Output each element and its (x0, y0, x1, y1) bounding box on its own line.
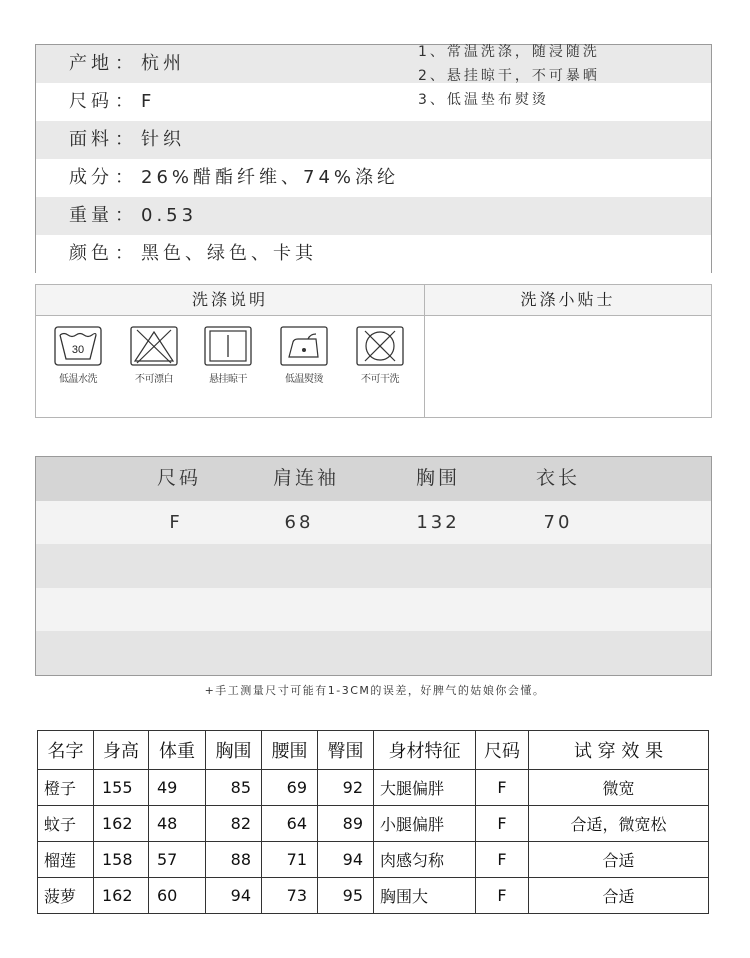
tryon-cell: 大腿偏胖 (374, 770, 476, 806)
tryon-row (38, 878, 709, 914)
tryon-cell: 合适 (529, 878, 709, 914)
info-separator: ： (115, 129, 137, 150)
tryon-header-cell: 身材特征 (374, 731, 476, 770)
tryon-cell: 榴莲 (38, 842, 94, 878)
tryon-cell: 88 (206, 842, 262, 878)
symbol-caption: 悬挂晾干 (209, 374, 247, 385)
symbol-caption: 低温熨烫 (285, 374, 323, 385)
size-header-cell: 衣长 (535, 467, 581, 489)
info-label: 重量 (69, 205, 113, 226)
symbol-no-dry-clean (344, 326, 416, 385)
info-label: 产地 (69, 53, 113, 74)
tryon-cell: 73 (262, 878, 318, 914)
info-row-weight (36, 197, 711, 235)
tip-item: 1、常温洗涤，随浸随洗 (418, 44, 600, 60)
washing-panel (35, 284, 712, 418)
tryon-cell: 微宽 (529, 770, 709, 806)
tryon-table (37, 730, 709, 914)
tryon-cell: F (476, 806, 529, 842)
tryon-cell: 49 (149, 770, 206, 806)
info-row-color (36, 235, 711, 273)
tryon-cell: 69 (262, 770, 318, 806)
symbol-caption: 不可干洗 (361, 374, 399, 385)
info-row-composition (36, 159, 711, 197)
tryon-cell: 蚊子 (38, 806, 94, 842)
tryon-cell: 92 (318, 770, 374, 806)
size-header-cell: 肩连袖 (272, 467, 340, 489)
tryon-cell: 57 (149, 842, 206, 878)
tryon-header-cell: 胸围 (206, 731, 262, 770)
size-cell: 132 (416, 511, 460, 533)
tryon-cell: 95 (318, 878, 374, 914)
no-bleach-icon (130, 326, 178, 366)
info-separator: ： (115, 167, 137, 188)
symbol-hang-dry (192, 326, 264, 385)
tryon-row (38, 842, 709, 878)
info-label: 颜色 (69, 243, 113, 264)
washing-symbols (36, 316, 425, 417)
tips-title: 洗涤小贴士 (425, 285, 711, 316)
info-value: 0.53 (141, 205, 198, 226)
info-row-fabric (36, 121, 711, 159)
info-label: 面料 (69, 129, 113, 150)
hang-dry-icon (204, 326, 252, 366)
tryon-cell: 89 (318, 806, 374, 842)
washing-title: 洗涤说明 (36, 285, 425, 316)
info-separator: ： (115, 205, 137, 226)
tryon-cell: 合适，微宽松 (529, 806, 709, 842)
tryon-cell: 82 (206, 806, 262, 842)
symbol-low-iron (268, 326, 340, 385)
tryon-cell: 162 (94, 806, 149, 842)
tryon-cell: 胸围大 (374, 878, 476, 914)
tryon-cell: 橙子 (38, 770, 94, 806)
tryon-cell: 48 (149, 806, 206, 842)
tryon-cell: 71 (262, 842, 318, 878)
tip-item: 3、低温垫布熨烫 (418, 92, 549, 108)
tryon-cell: 162 (94, 878, 149, 914)
symbol-caption: 低温水洗 (59, 374, 97, 385)
no-dry-clean-icon (356, 326, 404, 366)
size-cell: 68 (284, 511, 314, 533)
tryon-cell: 158 (94, 842, 149, 878)
tryon-cell: 94 (318, 842, 374, 878)
tryon-header-cell: 试 穿 效 果 (529, 731, 709, 770)
size-header-cell: 胸围 (415, 467, 461, 489)
tryon-cell: 菠萝 (38, 878, 94, 914)
tryon-cell: 155 (94, 770, 149, 806)
size-empty-row (36, 588, 711, 632)
tryon-row (38, 770, 709, 806)
tryon-row (38, 806, 709, 842)
tryon-cell: F (476, 770, 529, 806)
tryon-header-cell: 身高 (94, 731, 149, 770)
tryon-cell: F (476, 842, 529, 878)
info-separator: ： (115, 91, 137, 112)
wash-temp-number: 30 (71, 344, 85, 356)
size-data-row (36, 501, 711, 545)
tryon-header-cell: 臀围 (318, 731, 374, 770)
tryon-cell: 合适 (529, 842, 709, 878)
info-label: 成分 (69, 167, 113, 188)
tryon-cell: 小腿偏胖 (374, 806, 476, 842)
tryon-cell: F (476, 878, 529, 914)
tryon-cell: 60 (149, 878, 206, 914)
symbol-caption: 不可漂白 (135, 374, 173, 385)
size-header-cell: 尺码 (156, 467, 202, 489)
info-value: 杭州 (141, 53, 185, 74)
tryon-cell: 94 (206, 878, 262, 914)
measurement-note: +手工测量尺寸可能有1-3CM的误差，好脾气的姑娘你会懂。 (204, 684, 546, 697)
low-iron-icon (280, 326, 328, 366)
tryon-header-cell: 名字 (38, 731, 94, 770)
tip-item: 2、悬挂晾干，不可暴晒 (418, 68, 600, 84)
wash-tub-30-icon (54, 326, 102, 366)
info-separator: ： (115, 243, 137, 264)
washing-tips (418, 40, 688, 112)
info-label: 尺码 (69, 91, 113, 112)
tryon-cell: 85 (206, 770, 262, 806)
tryon-header-cell: 尺码 (476, 731, 529, 770)
symbol-low-temp-wash (42, 326, 114, 385)
info-value: 26%醋酯纤维、74%涤纶 (141, 167, 400, 188)
size-empty-row (36, 544, 711, 588)
info-value: 针织 (141, 129, 185, 150)
size-cell: 70 (543, 511, 573, 533)
symbol-no-bleach (118, 326, 190, 385)
size-table (35, 456, 712, 676)
size-header-row (36, 457, 711, 501)
tryon-header-row (38, 731, 709, 770)
tryon-header-cell: 体重 (149, 731, 206, 770)
tryon-cell: 64 (262, 806, 318, 842)
info-value: 黑色、绿色、卡其 (141, 243, 317, 264)
tryon-header-cell: 腰围 (262, 731, 318, 770)
tryon-cell: 肉感匀称 (374, 842, 476, 878)
info-separator: ： (115, 53, 137, 74)
size-cell: F (169, 511, 183, 533)
info-value: F (141, 91, 156, 112)
size-empty-row (36, 631, 711, 675)
